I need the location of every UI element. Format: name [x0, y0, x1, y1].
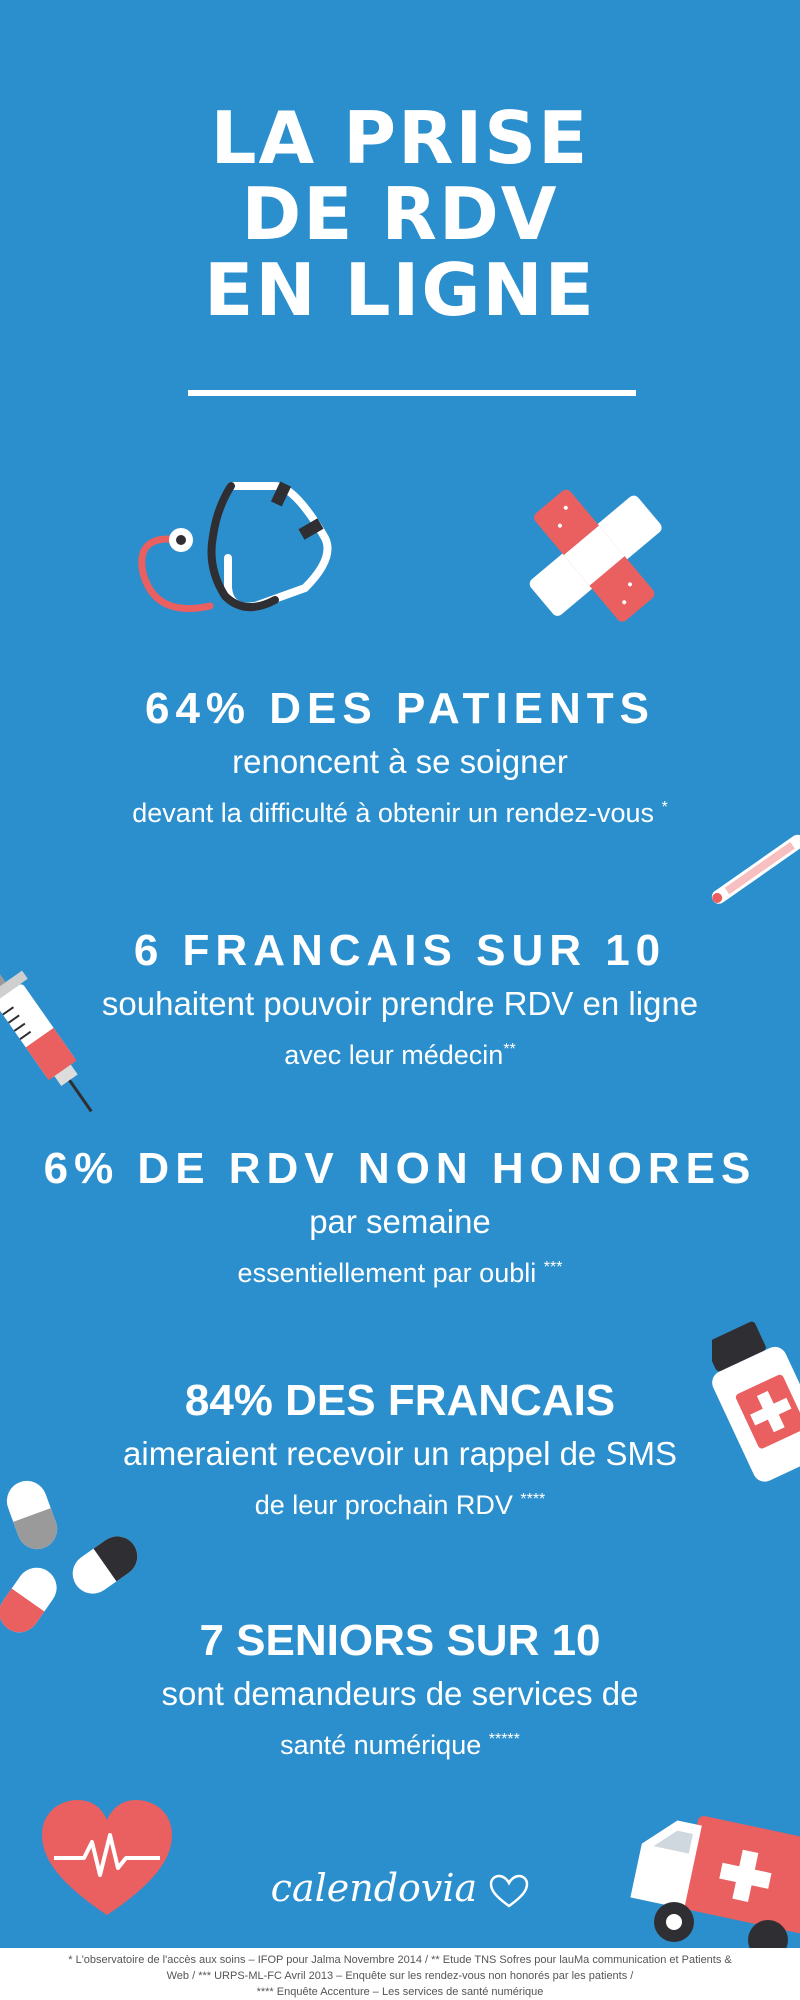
- stat-headline: 7 SENIORS SUR 10: [199, 1616, 601, 1665]
- brand-logo: [0, 1866, 800, 1910]
- stat-line-1: souhaitent pouvoir prendre RDV en ligne: [101, 985, 699, 1022]
- brand-logo-text: calendovia: [270, 1866, 478, 1910]
- footnote-line-3: **** Enquête Accenture – Les services de santé numérique: [256, 1986, 544, 1998]
- footnote-marker: *****: [488, 1731, 520, 1748]
- heart-stethoscope-icon: [489, 1874, 529, 1910]
- thermometer-icon: [700, 830, 800, 920]
- footnote-marker: **: [503, 1041, 516, 1058]
- stethoscope-icon: [135, 478, 335, 628]
- footnotes: [40, 1952, 760, 2000]
- footnote-line-1: * L'observatoire de l'accès aux soins – IFOP pour Jalma Novembre 2014 / ** Etude TNS Sofres pour lauMa communication et Patients &: [68, 1954, 732, 1966]
- footnote-marker: ****: [520, 1491, 546, 1508]
- stat-line-1: renoncent à se soigner: [232, 743, 568, 780]
- stat-line-2: avec leur médecin**: [284, 1040, 516, 1070]
- stat-line-2: santé numérique *****: [280, 1730, 520, 1760]
- stat-block-4: [0, 1372, 800, 1527]
- stat-headline: 64% DES PATIENTS: [144, 684, 656, 733]
- title-line-2: DE RDV: [241, 172, 559, 256]
- title-line-1: LA PRISE: [210, 96, 590, 180]
- stat-line-2: de leur prochain RDV ****: [254, 1490, 546, 1520]
- stat-block-2: [0, 922, 800, 1077]
- stat-line-1: aimeraient recevoir un rappel de SMS: [123, 1435, 677, 1472]
- title-divider: [188, 390, 636, 396]
- stat-block-5: [0, 1612, 800, 1767]
- stat-line-1: par semaine: [309, 1203, 491, 1240]
- stat-block-3: [0, 1140, 800, 1295]
- stat-headline: 6% DE RDV NON HONORES: [43, 1144, 757, 1193]
- page-title: [0, 96, 800, 332]
- footnote-marker: *: [661, 799, 668, 816]
- stat-line-2: essentiellement par oubli ***: [237, 1258, 563, 1288]
- footnote-marker: ***: [543, 1259, 563, 1276]
- stat-headline: 84% DES FRANCAIS: [184, 1376, 616, 1425]
- bandage-icon: [520, 485, 670, 625]
- footnote-line-2: Web / *** URPS-ML-FC Avril 2013 – Enquête sur les rendez-vous non honorés par les patients /: [166, 1970, 634, 1982]
- stat-headline: 6 FRANCAIS SUR 10: [133, 926, 667, 975]
- stat-block-1: [0, 680, 800, 835]
- title-line-3: EN LIGNE: [204, 248, 596, 332]
- stat-line-1: sont demandeurs de services de: [161, 1675, 639, 1712]
- stat-line-2: devant la difficulté à obtenir un rendez-vous *: [132, 798, 668, 828]
